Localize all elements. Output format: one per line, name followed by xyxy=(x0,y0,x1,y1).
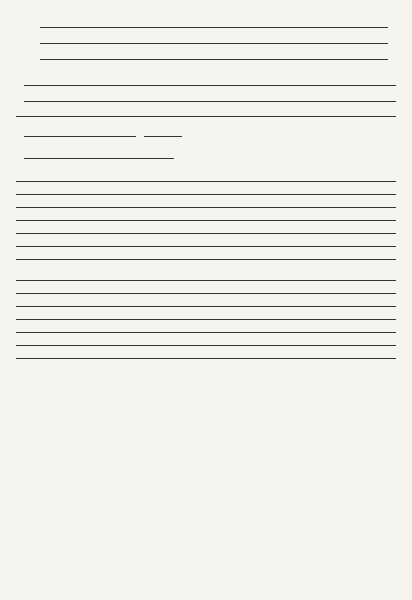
faculty-row xyxy=(16,16,396,28)
initial-data-line xyxy=(16,182,396,195)
student-row xyxy=(16,74,396,86)
specialty-row xyxy=(16,32,396,44)
order-row xyxy=(16,125,396,137)
deadline-year xyxy=(136,147,174,159)
contents-line xyxy=(16,320,396,333)
contents-line xyxy=(16,307,396,320)
deadline-row xyxy=(16,147,396,159)
deadline-month xyxy=(62,147,136,159)
contents-line xyxy=(16,346,396,359)
department-value xyxy=(40,48,388,60)
topic-row xyxy=(16,90,396,102)
initial-data-line xyxy=(16,234,396,247)
contents-line xyxy=(16,281,396,294)
contents-line xyxy=(16,294,396,307)
initial-data-line xyxy=(16,195,396,208)
initial-data-line xyxy=(16,169,396,182)
topic-line-2 xyxy=(16,105,396,117)
order-month xyxy=(62,125,136,137)
student-name xyxy=(24,74,396,86)
topic-value xyxy=(24,90,396,102)
initial-data-line xyxy=(16,247,396,260)
order-day xyxy=(24,125,62,137)
contents-lines xyxy=(16,268,396,359)
initial-data-lines xyxy=(16,169,396,260)
contents-line xyxy=(16,333,396,346)
contents-line xyxy=(16,268,396,281)
faculty-value xyxy=(40,16,388,28)
specialty-value xyxy=(40,32,388,44)
initial-data-line xyxy=(16,208,396,221)
order-number xyxy=(144,125,182,137)
deadline-day xyxy=(24,147,62,159)
department-row xyxy=(16,48,396,60)
topic-row-continued xyxy=(16,105,396,117)
initial-data-line xyxy=(16,221,396,234)
